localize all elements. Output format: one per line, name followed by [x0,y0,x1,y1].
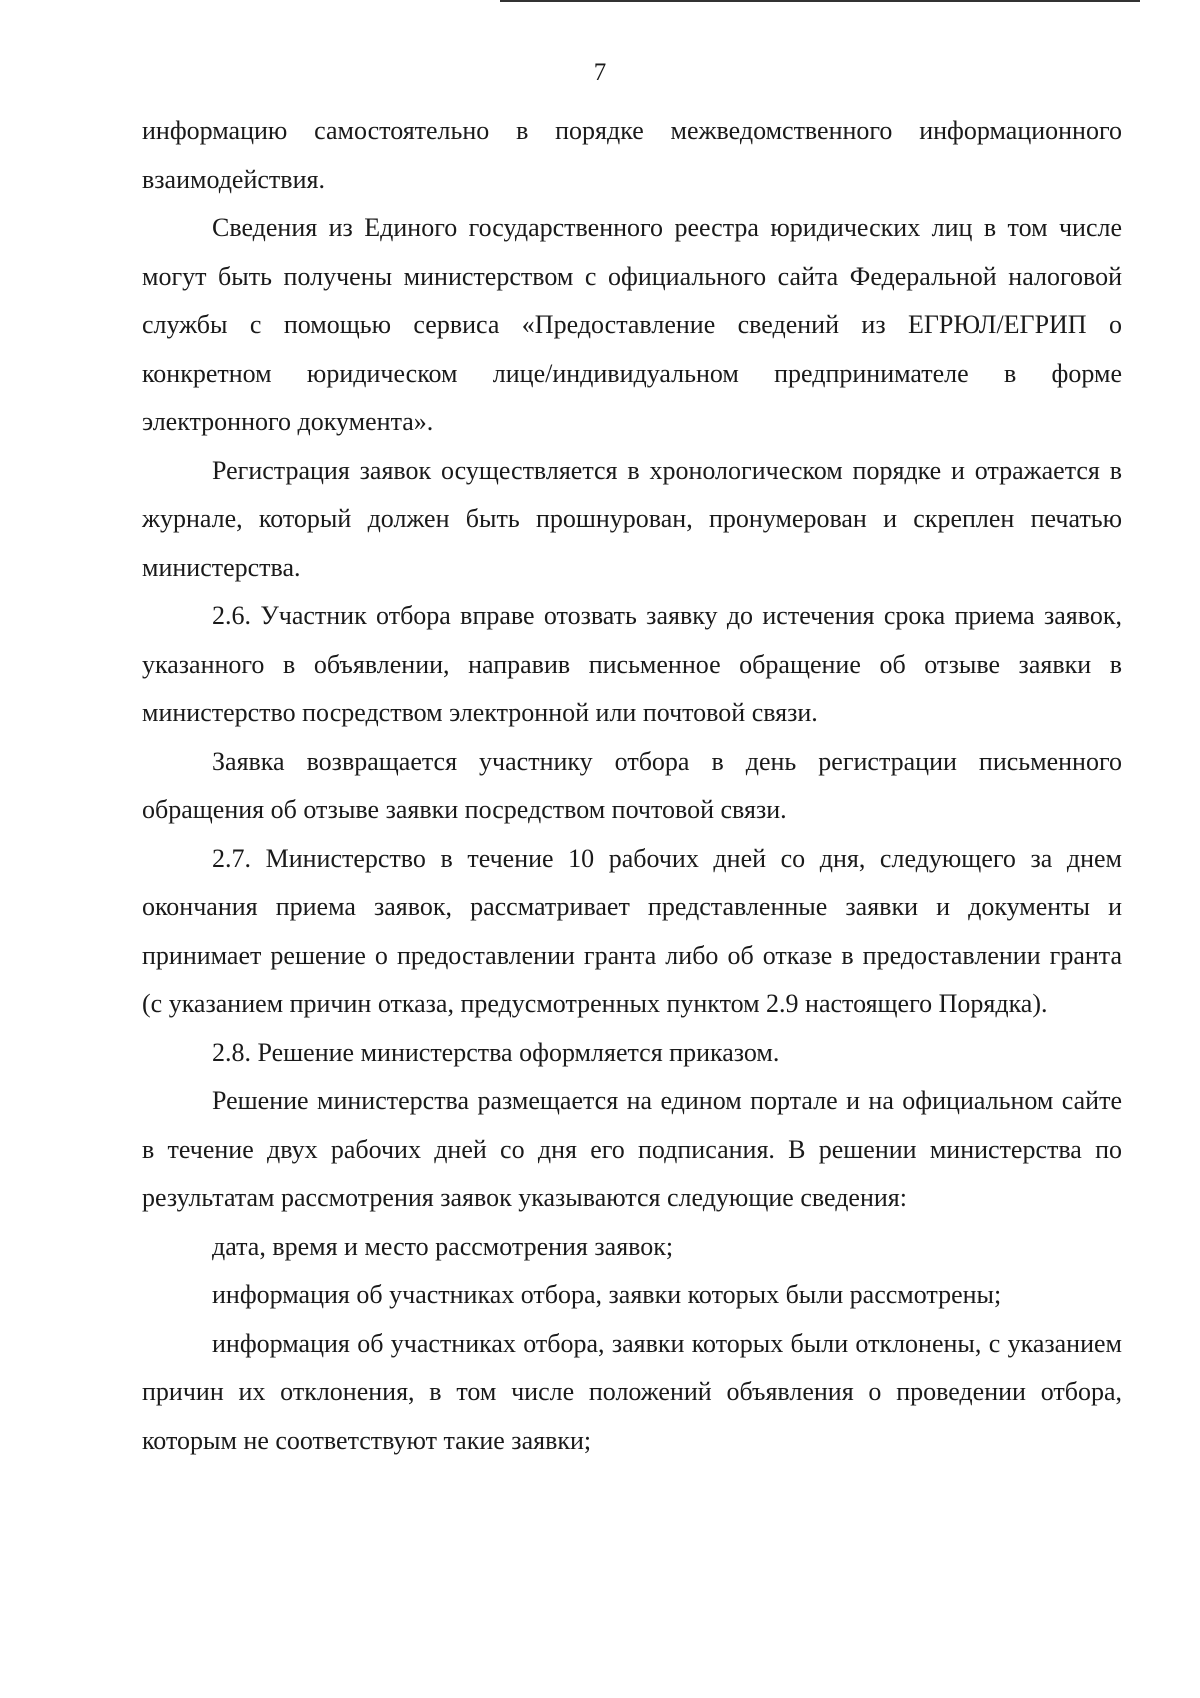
paragraph: информация об участниках отбора, заявки которых были отклонены, с указанием причин их отклонения, в том числе положений объявления о проведении отбора, которым не соответствуют такие заявки; [142,1328,1122,1455]
paragraph: 2.8. Решение министерства оформляется приказом. [212,1037,780,1067]
paragraph: информация об участниках отбора, заявки которых были рассмотрены; [212,1280,1002,1309]
paragraph: Регистрация заявок осуществляется в хронологическом порядке и отражается в журнале, который должен быть прошнурован, пронумерован и скреплен печатью министерства. [142,455,1122,582]
paragraph: Заявка возвращается участнику отбора в день регистрации письменного обращения об отзыве заявки посредством почтовой связи. [142,746,1122,824]
paragraph: Сведения из Единого государственного реестра юридических лиц в том числе могут быть получены министерством с официального сайта Федеральной налоговой службы с помощью сервиса «Предоставление сведений из ЕГРЮЛ/ЕГРИП о конкретном юридическом лице/индивидуальном предпринимателе в форме электронного документа». [142,213,1122,436]
document-body [142,107,1122,1465]
paragraph: 2.6. Участник отбора вправе отозвать заявку до истечения срока приема заявок, указанного в объявлении, направив письменное обращение об отзыве заявки в министерство посредством электронной или почтовой связи. [142,601,1122,727]
paragraph: Решение министерства размещается на едином портале и на официальном сайте в течение двух рабочих дней со дня его подписания. В решении министерства по результатам рассмотрения заявок указываются следующие сведения: [142,1086,1122,1212]
top-rule [500,0,1140,2]
paragraph: информацию самостоятельно в порядке межведомственного информационного взаимодействия. [142,116,1122,194]
page-number: 7 [593,59,607,86]
paragraph: 2.7. Министерство в течение 10 рабочих дней со дня, следующего за днем окончания приема заявок, рассматривает представленные заявки и документы и принимает решение о предоставлении гранта либо об отказе в предоставлении гранта (с указанием причин отказа, предусмотренных пунктом 2.9 настоящего Порядка). [142,843,1122,1018]
paragraph: дата, время и место рассмотрения заявок; [212,1231,674,1261]
